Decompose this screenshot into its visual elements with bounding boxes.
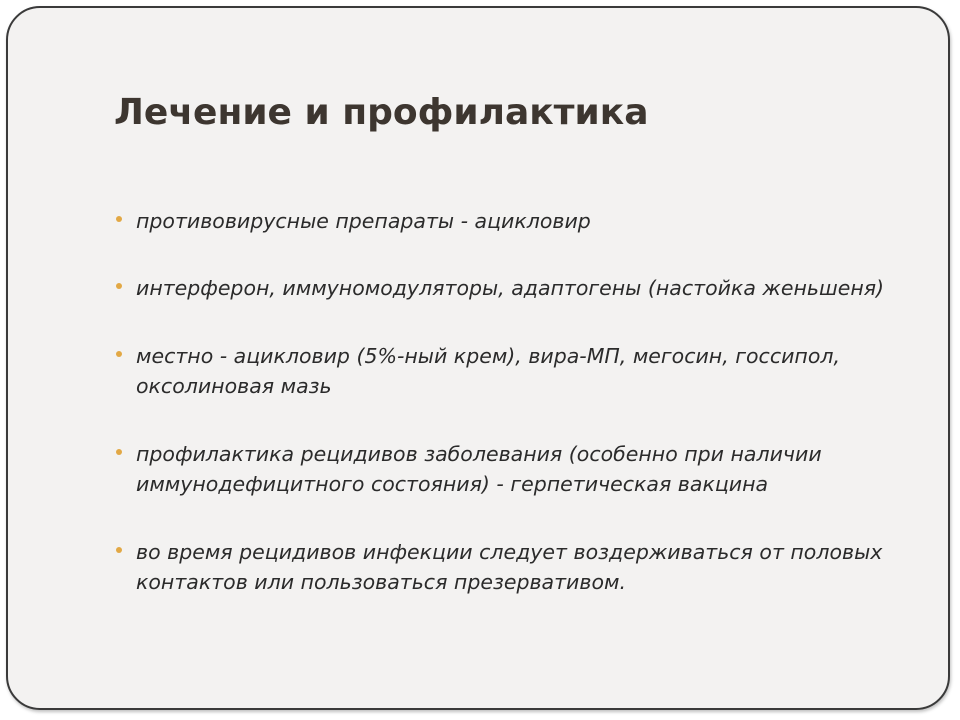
bullet-item-antivirals	[114, 206, 904, 236]
bullet-item-abstinence	[114, 537, 904, 597]
slide-frame	[6, 6, 950, 710]
bullet-dot-icon	[116, 283, 122, 289]
bullet-dot-icon	[116, 351, 122, 357]
bullet-text: противовирусные препараты - ацикловир	[136, 209, 591, 233]
bullet-item-local-treatment	[114, 341, 904, 401]
bullet-list	[114, 206, 904, 635]
slide-title: Лечение и профилактика	[114, 92, 649, 133]
bullet-text: профилактика рецидивов заболевания (особенно при наличии иммунодефицитного состояния) - герпетическая вакцина	[136, 442, 822, 496]
bullet-text: интерферон, иммуномодуляторы, адаптогены (настойка женьшеня)	[136, 276, 885, 300]
bullet-item-relapse-prevention	[114, 439, 904, 499]
bullet-dot-icon	[116, 216, 122, 222]
bullet-text: местно - ацикловир (5%-ный крем), вира-МП, мегосин, госсипол, оксолиновая мазь	[136, 344, 840, 398]
bullet-dot-icon	[116, 449, 122, 455]
bullet-text: во время рецидивов инфекции следует воздерживаться от половых контактов или пользоваться презервативом.	[136, 540, 883, 594]
bullet-item-immunomodulators	[114, 273, 904, 303]
bullet-dot-icon	[116, 547, 122, 553]
